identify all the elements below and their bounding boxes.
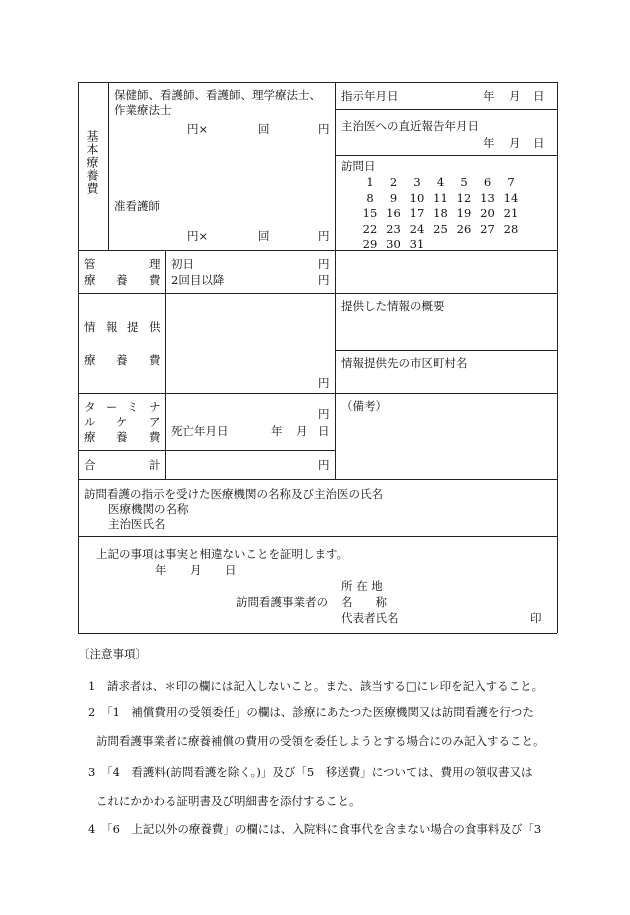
row-line [78,536,557,537]
report-date-label: 主治医への直近報告年月日 [341,119,479,133]
visit-day: 14 [503,190,519,205]
kanri-label-char: 理 [149,257,161,271]
times-label: 回 [258,229,270,243]
note-3a: 3 「4 看護料(訪問看護を除く。)」及び「5 移送費」については、費用の領収書又は [88,765,533,779]
visit-day: 11 [433,190,448,205]
month-label: 月 [296,424,308,438]
day-label: 日 [318,424,330,438]
visit-day: 28 [503,221,519,236]
visit-day: 26 [456,221,472,236]
provider-name-label: 名 称 [341,595,387,609]
terminal-label-char: ケ [116,415,128,429]
note-4: 4 「6 上記以外の療養費」の欄には、入院料に食事代を含まない場合の食事料及び「3 [88,822,542,836]
representative-label: 代表者氏名 [341,611,399,625]
joho-label-char: 養 [116,353,128,367]
yen-times-label: 円× [187,122,209,136]
times-label: 回 [258,122,270,136]
joho-label-char: 報 [106,320,118,334]
table-border-bottom [78,633,557,634]
doctor-name-label: 主治医氏名 [108,517,166,531]
terminal-label-char: 養 [116,430,128,444]
institution-heading: 訪問看護の指示を受けた医療機関の名称及び主治医の氏名 [84,487,383,501]
yen-label: 円 [318,229,330,243]
visit-day: 18 [433,206,448,220]
yen-label: 円 [318,273,330,287]
note-2a: 2 「1 補償費用の受領委任」の欄は、診療にあたつた医療機関又は訪問看護を行つた [88,705,534,719]
table-border-right [557,82,558,633]
year-label: 年 [483,136,495,150]
right-column-divider [335,82,336,479]
yen-label: 円 [318,257,330,271]
visit-day: 27 [480,221,495,236]
month-label: 月 [509,89,521,103]
row-line [335,155,557,156]
row-line [78,250,557,251]
joho-label-char: 費 [149,353,161,367]
second-day-label: 2回目以降 [171,273,225,287]
yen-label: 円 [318,376,330,390]
address-label: 所 在 地 [341,579,383,593]
visit-day: 29 [362,237,378,251]
visit-day: 16 [386,206,401,220]
info-summary-label: 提供した情報の概要 [341,299,445,313]
visit-days-label: 訪問日 [341,159,376,173]
total-label-char: 合 [84,458,96,472]
row-line [78,479,557,480]
visit-day: 21 [503,206,519,220]
label-column-divider [165,250,166,479]
row-line [335,109,557,110]
table-border-top [78,82,557,83]
joho-label-char: 情 [84,320,96,334]
staff-line-2: 作業療法士 [114,103,172,117]
total-label-char: 計 [149,458,161,472]
yen-label: 円 [318,122,330,136]
visit-day: 30 [386,237,401,251]
instruction-date-label: 指示年月日 [341,89,399,103]
table-border-left [78,82,79,633]
year-label: 年 [271,424,283,438]
cert-month-label: 月 [190,563,202,577]
row-line [335,350,557,351]
terminal-label-char: 費 [149,430,161,444]
seal-mark: 印 [530,611,542,625]
first-day-label: 初日 [171,257,194,271]
cert-day-label: 日 [225,563,237,577]
visit-day: 5 [460,175,468,189]
death-date-label: 死亡年月日 [171,424,229,438]
kanri-label-char: 療 [84,273,96,287]
row-line [78,450,335,451]
visit-day: 10 [409,190,425,205]
cert-year-label: 年 [155,563,167,577]
year-label: 年 [483,89,495,103]
yen-label: 円 [318,407,330,421]
total-yen-label: 円 [318,458,330,472]
joho-label-char: 療 [84,353,96,367]
month-label: 月 [509,136,521,150]
institution-name-label: 医療機関の名称 [108,502,189,516]
joho-label-char: 供 [149,320,161,334]
staff-line-1: 保健師、看護師、看護師、理学療法士、 [114,88,321,102]
note-3b: これにかかわる証明書及び明細書を添付すること。 [96,794,361,808]
terminal-label-char: ナ [149,400,161,414]
visit-day: 4 [436,175,445,189]
kanri-label-char: 養 [116,273,128,287]
visit-day: 22 [362,221,378,236]
remarks-label: （備考） [341,399,387,413]
info-municipality-label: 情報提供先の市区町村名 [341,356,468,370]
note-1: 1 請求者は、＊印の欄には記入しないこと。また、該当する□にレ印を記入すること。 [88,679,544,693]
visit-day: 13 [480,190,495,205]
visit-day: 8 [366,190,374,205]
kihon-heading-divider [108,82,109,250]
note-2b: 訪問看護事業者に療養補償の費用の受領を委任しようとする場合にのみ記入すること。 [96,734,545,748]
visit-day: 9 [389,190,398,205]
certify-statement: 上記の事項は事実と相違ないことを証明します。 [96,547,349,561]
visit-day: 3 [413,175,421,189]
provider-label: 訪問看護事業者の [236,595,328,609]
assistant-nurse-label: 准看護師 [114,199,160,213]
terminal-label-char: ル [84,415,96,429]
row-line [78,393,557,394]
visit-day: 2 [389,175,398,189]
day-label: 日 [533,136,545,150]
notes-heading: 〔注意事項〕 [78,647,147,661]
visit-day: 20 [480,206,495,220]
visit-day: 31 [409,237,425,251]
visit-day: 19 [456,206,472,220]
visit-day: 25 [433,221,448,236]
terminal-label-char: タ [84,400,96,414]
day-label: 日 [533,89,545,103]
yen-times-label: 円× [187,229,209,243]
terminal-label-char: ミ [127,400,139,414]
terminal-label-char: ー [106,400,118,414]
visit-day: 17 [409,206,425,220]
visit-day: 15 [362,206,378,220]
visit-day: 6 [483,175,492,189]
terminal-label-char: ア [149,415,161,429]
kihon-heading: 基本療養費 [85,130,99,195]
visit-day: 12 [456,190,472,205]
row-line [78,293,557,294]
visit-day: 24 [409,221,425,236]
visit-day: 7 [507,175,515,189]
kanri-label-char: 費 [149,273,161,287]
terminal-label-char: 療 [84,430,96,444]
visit-day: 23 [386,221,401,236]
joho-label-char: 提 [127,320,139,334]
visit-day: 1 [366,175,374,189]
kanri-label-char: 管 [84,257,96,271]
